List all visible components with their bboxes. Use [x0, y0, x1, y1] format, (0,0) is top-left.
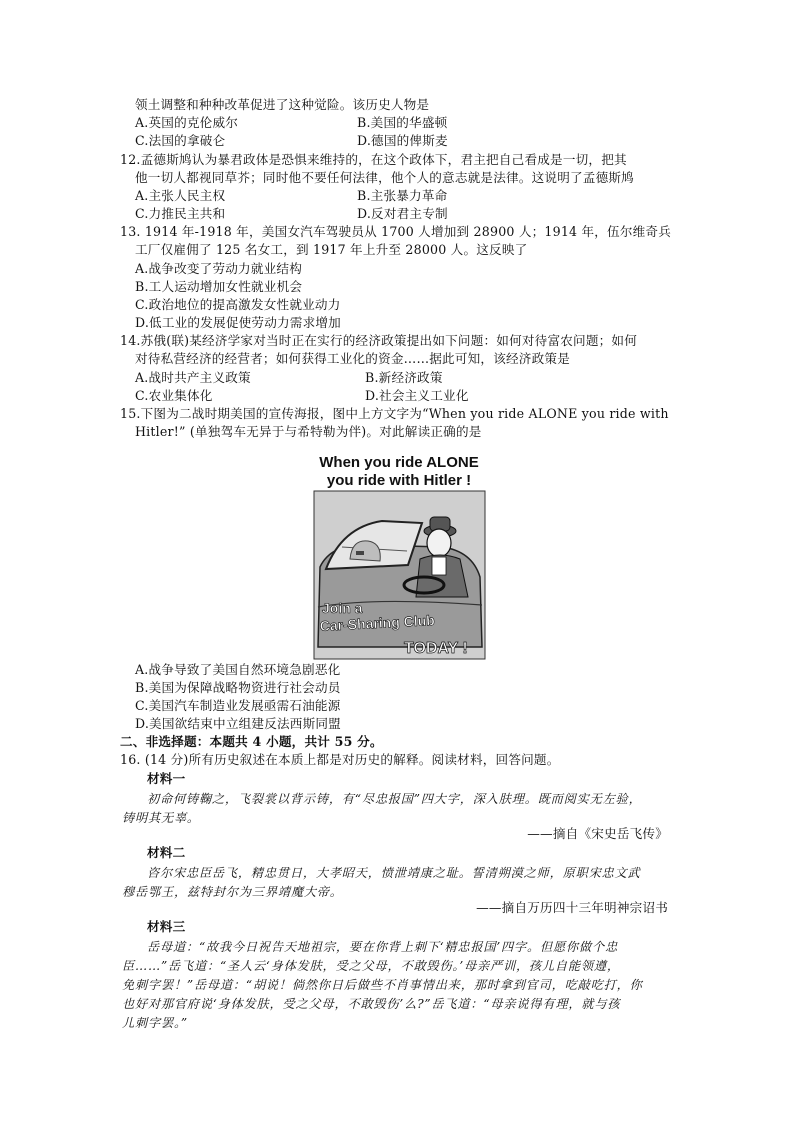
q13-option-b: B.工人运动增加女性就业机会	[135, 279, 303, 294]
q12-option-c: C.力推民主共和	[135, 206, 226, 221]
poster-headline-line2: you ride with Hitler !	[326, 472, 472, 489]
q16-intro: 16. (14 分)所有历史叙述在本质上都是对历史的解释。阅读材料，回答问题。	[120, 752, 560, 767]
material-3-title: 材料三	[147, 919, 186, 934]
q11-option-d: D.德国的俾斯麦	[357, 133, 448, 148]
q12-stem-line1: 12.孟德斯鸠认为暴君政体是恐惧来维持的，在这个政体下，君主把自己看成是一切，把其	[120, 152, 627, 167]
material-3-line4: 也好对那官府说‘身体发肤，受之父母，不敢毁伤’么?”岳飞道：“母亲说得有理，就与孩	[122, 997, 621, 1011]
q14-option-c: C.农业集体化	[135, 388, 213, 403]
q13-option-c: C.政治地位的提高激发女性就业动力	[135, 297, 341, 312]
q13-option-a: A.战争改变了劳动力就业结构	[135, 261, 303, 276]
material-1-source: ——摘自《宋史岳飞传》	[527, 826, 668, 841]
section-heading: 二、非选择题：本题共 4 小题，共计 55 分。	[120, 734, 383, 749]
poster-slogan-line1: Join a	[322, 600, 363, 616]
q15-option-b: B.美国为保障战略物资进行社会动员	[135, 680, 341, 695]
q15-stem-line2: Hitler!” (单独驾车无异于与希特勒为伴)。对此解读正确的是	[135, 424, 482, 439]
q14-option-b: B.新经济政策	[365, 370, 443, 385]
q11-option-c: C.法国的拿破仑	[135, 133, 226, 148]
q13-stem-line2: 工厂仅雇佣了 125 名女工，到 1917 年上升至 28000 人。这反映了	[135, 242, 528, 257]
poster-headline-line1: When you ride ALONE	[319, 454, 479, 471]
q15-option-d: D.美国欲结束中立组建反法西斯同盟	[135, 716, 341, 731]
q12-option-d: D.反对君主专制	[357, 206, 448, 221]
q13-option-d: D.低工业的发展促使劳动力需求增加	[135, 315, 341, 330]
q13-stem-line1: 13. 1914 年-1918 年，美国女汽车驾驶员从 1700 人增加到 28900 人；1914 年，伍尔维奇兵	[120, 224, 672, 239]
q12-stem-line2: 他一切人都视同草芥；同时他不要任何法律，他个人的意志就是法律。这说明了孟德斯鸠	[135, 170, 634, 185]
q15-option-c: C.美国汽车制造业发展亟需石油能源	[135, 698, 341, 713]
q15-option-a: A.战争导致了美国自然环境急剧恶化	[135, 662, 341, 677]
q12-option-a: A.主张人民主权	[135, 188, 226, 203]
q14-option-d: D.社会主义工业化	[365, 388, 469, 403]
material-1-line1: 初命何铸鞠之，飞裂裳以背示铸，有“尽忠报国”四大字，深入肤理。既而阅实无左验，	[147, 792, 642, 806]
q11-option-a: A.英国的克伦威尔	[135, 115, 239, 130]
poster-illustration	[312, 447, 487, 660]
material-3-line5: 儿刺字罢。”	[122, 1016, 188, 1030]
material-3-line1: 岳母道：“故我今日祝告天地祖宗，要在你背上刺下‘精忠报国’四字。但愿你做个忠	[147, 940, 618, 954]
wartime-carpool-poster	[312, 447, 487, 660]
poster-slogan-line2: Car-Sharing Club	[319, 611, 436, 634]
q14-stem-line2: 对待私营经济的经营者；如何获得工业化的资金……据此可知，该经济政策是	[135, 351, 570, 366]
material-2-line2: 穆岳鄂王，兹特封尔为三界靖魔大帝。	[122, 885, 343, 899]
q15-stem-line1: 15.下图为二战时期美国的宣传海报，图中上方文字为“When you ride ALONE you ride with	[120, 406, 669, 421]
q14-stem-line1: 14.苏俄(联)某经济学家对当时正在实行的经济政策提出如下问题：如何对待富农问题；如何	[120, 333, 638, 348]
material-2-line1: 咨尔宋忠臣岳飞，精忠贯日，大孝昭天，愤泄靖康之耻。誓清朔漠之师，原职宋忠文武	[147, 866, 641, 880]
material-2-source: ——摘自万历四十三年明神宗诏书	[476, 900, 668, 915]
material-2-title: 材料二	[147, 845, 186, 860]
material-1-title: 材料一	[147, 771, 186, 786]
material-1-line2: 铸明其无辜。	[122, 811, 200, 825]
material-3-line2: 臣……”岳飞道：“圣人云‘身体发肤，受之父母，不敢毁伤。’母亲严训，孩儿自能领遵，	[122, 959, 620, 973]
q14-option-a: A.战时共产主义政策	[135, 370, 251, 385]
material-3-line3: 免刺字罢！”岳母道：“胡说！倘然你日后做些不肖事情出来，那时拿到官司，吃敲吃打，你	[122, 978, 643, 992]
q12-option-b: B.主张暴力革命	[357, 188, 448, 203]
poster-slogan-line3: TODAY !	[404, 640, 468, 657]
q11-stem-continued: 领土调整和种种改革促进了这种觉险。该历史人物是	[135, 97, 430, 112]
q11-option-b: B.美国的华盛顿	[357, 115, 448, 130]
